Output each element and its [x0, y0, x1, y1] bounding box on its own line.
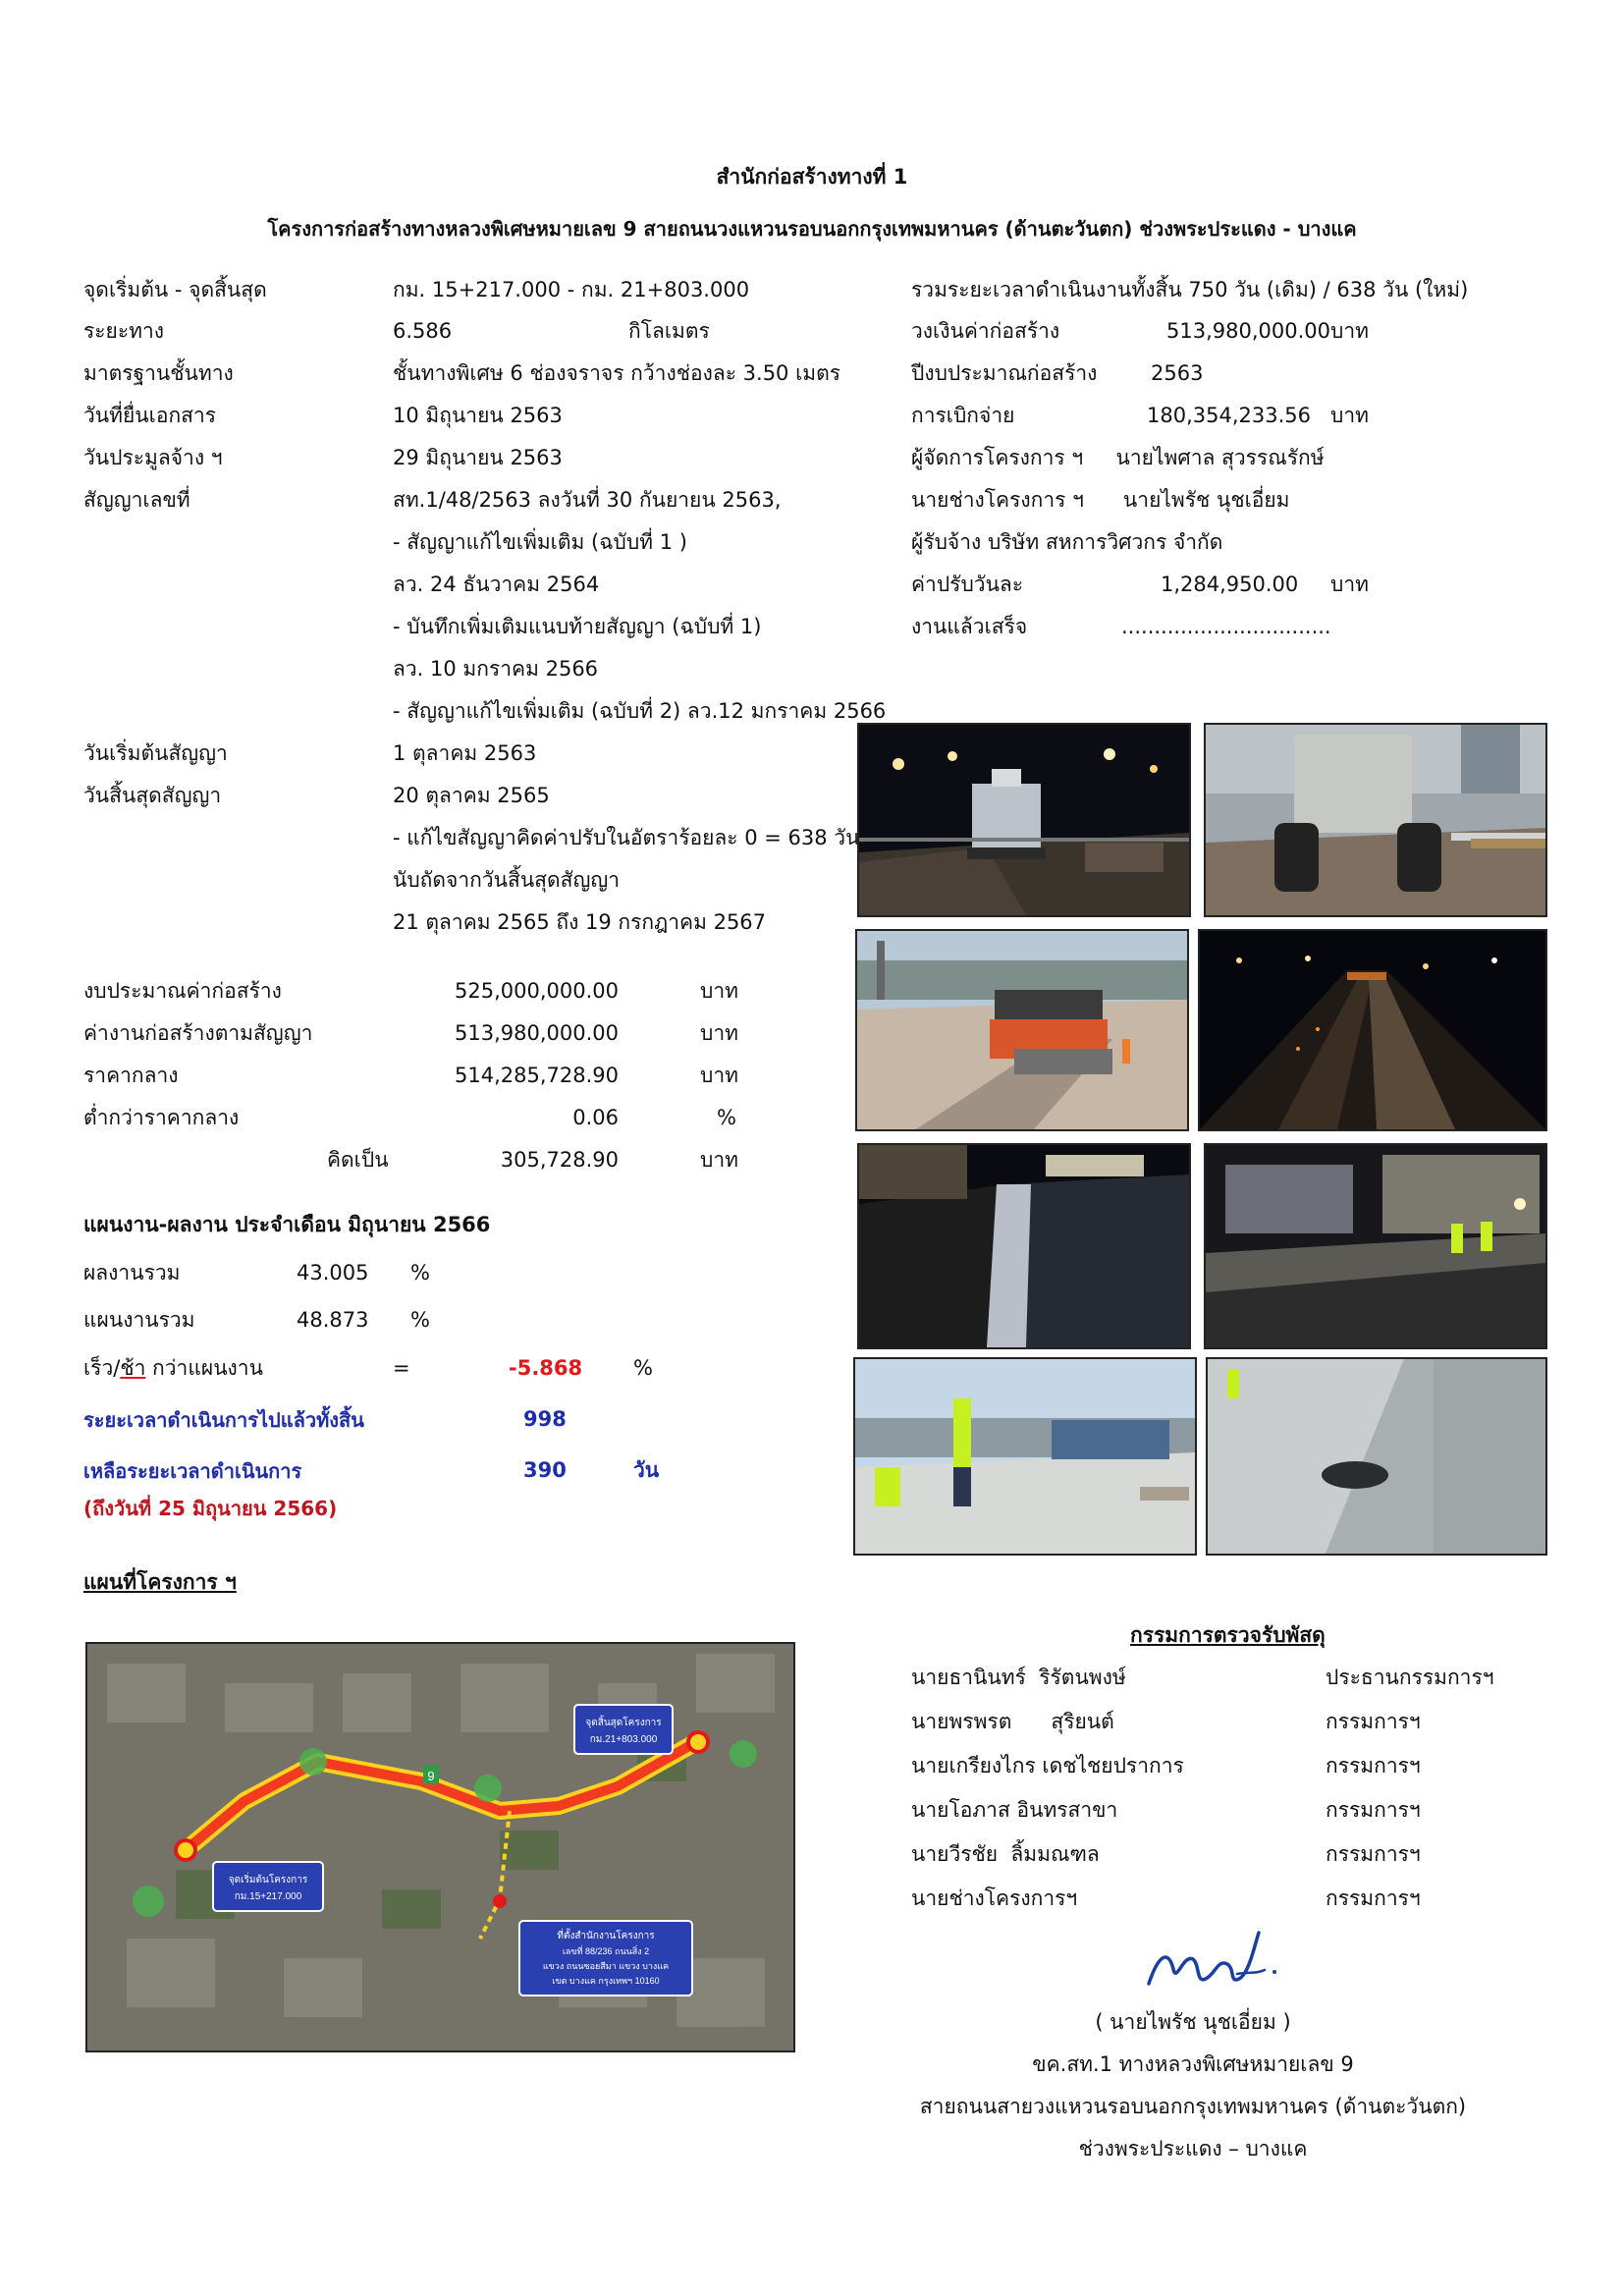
contract-start-label: วันเริ่มต้นสัญญา [83, 741, 228, 765]
remain-unit: วัน [633, 1458, 660, 1482]
committee-member-role: กรรมการฯ [1326, 1842, 1421, 1866]
engineer-text: นายช่างโครงการ ฯ นายไพรัช นุชเอี่ยม [911, 488, 1290, 512]
budget-row-value: 525,000,000.00 [455, 979, 619, 1003]
signer-title-2: สายถนนสายวงแหวนรอบนอกกรุงเทพมหานคร (ด้านตะวันตก) [919, 2095, 1467, 2118]
as-of-date: (ถึงวันที่ 25 มิถุนายน 2566) [83, 1497, 338, 1520]
contract-line: - สัญญาแก้ไขเพิ่มเติม (ฉบับที่ 2) ลว.12 มกราคม 2566 [393, 699, 887, 723]
committee-member-name: นายธานินทร์ ริรัตนพงษ์ [911, 1666, 1126, 1689]
night-milling-photo [857, 723, 1191, 917]
committee-member-name: นายพรพรต สุริยนต์ [911, 1710, 1114, 1733]
budget-row-unit: บาท [700, 1021, 738, 1045]
project-title: โครงการก่อสร้างทางหลวงพิเศษหมายเลข 9 สายถนนวงแหวนรอบนอกกรุงเทพมหานคร (ด้านตะวันตก) ช่วงพระประแดง - บางแค [267, 217, 1357, 241]
contractor-text: ผู้รับจ้าง บริษัท สหการวิศวกร จำกัด [911, 530, 1223, 554]
standard-label: มาตรฐานชั้นทาง [83, 361, 234, 385]
map-heading: แผนที่โครงการ ฯ [83, 1570, 237, 1594]
committee-member-name: นายช่างโครงการฯ [911, 1886, 1078, 1910]
budget-row-label: งบประมาณค่าก่อสร้าง [83, 979, 282, 1003]
office-box-line: เขต บางแค กรุงเทพฯ 10160 [552, 1976, 660, 1986]
committee-member-name: นายวีรชัย ลิ้มมณฑล [911, 1842, 1100, 1866]
budget-row-label: ค่างานก่อสร้างตามสัญญา [83, 1021, 313, 1045]
contract-end-value: 20 ตุลาคม 2565 [393, 784, 550, 807]
progress-title: แผนงาน-ผลงาน ประจำเดือน มิถุนายน 2566 [83, 1213, 491, 1236]
end-box-line: จุดสิ้นสุดโครงการ [585, 1718, 662, 1728]
office-box-line: เลขที่ 88/236 ถนนสิ่ง 2 [562, 1946, 650, 1956]
committee-member-role: กรรมการฯ [1326, 1754, 1421, 1777]
plan-value: 48.873 [297, 1308, 369, 1332]
distance-value: 6.586 [393, 319, 453, 343]
amend-line: 21 ตุลาคม 2565 ถึง 19 กรกฎาคม 2567 [393, 910, 767, 934]
contract-line: ลว. 10 มกราคม 2566 [393, 657, 599, 681]
committee-member-role: กรรมการฯ [1326, 1798, 1421, 1822]
plan-label: แผนงานรวม [83, 1308, 195, 1332]
submit-value: 10 มิถุนายน 2563 [393, 404, 563, 427]
milling-machine-photo [1204, 723, 1547, 917]
distance-label: ระยะทาง [83, 319, 165, 343]
fine-value: 1,284,950.00 [1161, 573, 1299, 596]
committee-member-name: นายเกรียงไกร เดชไชยปราการ [911, 1754, 1184, 1777]
budget-row-unit: % [717, 1106, 736, 1129]
night-curb-photo [857, 1143, 1191, 1349]
committee-title: กรรมการตรวจรับพัสดุ [1130, 1623, 1326, 1647]
equiv-value: 305,728.90 [500, 1148, 619, 1172]
diff-label-fast: เร็ว/ [83, 1356, 121, 1380]
committee-member-role: กรรมการฯ [1326, 1886, 1421, 1910]
signer-title-1: ขค.สท.1 ทางหลวงพิเศษหมายเลข 9 [1032, 2052, 1354, 2076]
contract-line: - สัญญาแก้ไขเพิ่มเติม (ฉบับที่ 1 ) [393, 530, 687, 554]
fine-unit: บาท [1330, 573, 1369, 596]
committee-member-name: นายโอภาส อินทรสาขา [911, 1798, 1118, 1822]
diff-value: -5.868 [509, 1356, 583, 1380]
fine-label: ค่าปรับวันละ [911, 573, 1024, 596]
remain-label: เหลือระยะเวลาดำเนินการ [83, 1459, 302, 1483]
submit-label: วันที่ยื่นเอกสาร [83, 404, 217, 427]
bid-label: วันประมูลจ้าง ฯ [83, 446, 223, 469]
budget-unit: บาท [1330, 319, 1369, 343]
done-label: งานแล้วเสร็จ [911, 615, 1028, 638]
contract-label: สัญญาเลขที่ [83, 488, 190, 512]
equiv-label: คิดเป็น [327, 1148, 389, 1172]
budget-row-value: 514,285,728.90 [455, 1064, 619, 1087]
disburse-value: 180,354,233.56 [1147, 404, 1311, 427]
bid-value: 29 มิถุนายน 2563 [393, 446, 563, 469]
budget-row-label: ราคากลาง [83, 1064, 179, 1087]
start-box-line: กม.15+217.000 [234, 1891, 302, 1902]
start-end-value: กม. 15+217.000 - กม. 21+803.000 [393, 278, 750, 301]
actual-percent: % [410, 1261, 430, 1285]
budget-row-label: ต่ำกว่าราคากลาง [83, 1106, 240, 1129]
night-construction-photo [1204, 1143, 1547, 1349]
diff-label-rest: กว่าแผนงาน [145, 1356, 263, 1380]
budget-row-value: 513,980,000.00 [455, 1021, 619, 1045]
disburse-label: การเบิกจ่าย [911, 404, 1015, 427]
office-box-line: ที่ตั้งสำนักงานโครงการ [557, 1931, 655, 1941]
budget-label: วงเงินค่าก่อสร้าง [911, 319, 1060, 343]
amend-line: นับถัดจากวันสิ้นสุดสัญญา [393, 868, 621, 892]
amend-line: - แก้ไขสัญญาคิดค่าปรับในอัตราร้อยละ 0 = 638 วัน [393, 826, 860, 849]
budget-row-value: 0.06 [572, 1106, 619, 1129]
fiscal-label: ปีงบประมาณก่อสร้าง [911, 361, 1098, 385]
contract-line: - บันทึกเพิ่มเติมแนบท้ายสัญญา (ฉบับที่ 1) [393, 615, 762, 638]
standard-value: ชั้นทางพิเศษ 6 ช่องจราจร กว้างช่องละ 3.50 เมตร [393, 361, 841, 385]
drain-cover-photo [1206, 1357, 1547, 1556]
remain-value: 390 [523, 1458, 567, 1482]
diff-label [83, 1353, 263, 1383]
budget-row-unit: บาท [700, 979, 738, 1003]
fiscal-value: 2563 [1151, 361, 1204, 385]
disburse-unit: บาท [1330, 404, 1369, 427]
diff-label-slow: ช้า [120, 1356, 146, 1380]
diff-percent: % [633, 1356, 653, 1380]
equiv-unit: บาท [700, 1148, 738, 1172]
handwritten-signature [1139, 1925, 1286, 2003]
contract-line: ลว. 24 ธันวาคม 2564 [393, 573, 600, 596]
route-shield: 9 [427, 1769, 435, 1783]
contract-end-label: วันสิ้นสุดสัญญา [83, 784, 222, 807]
actual-value: 43.005 [297, 1261, 369, 1285]
road-roller-photo [855, 929, 1189, 1131]
signer-title-3: ช่วงพระประแดง – บางแค [1078, 2137, 1308, 2160]
manager-text: ผู้จัดการโครงการ ฯ นายไพศาล สุวรรณรักษ์ [911, 446, 1325, 469]
start-box-line: จุดเริ่มต้นโครงการ [228, 1875, 308, 1886]
distance-unit: กิโลเมตร [628, 319, 710, 343]
done-value: ................................ [1121, 615, 1331, 638]
budget-row-unit: บาท [700, 1064, 738, 1087]
committee-member-role: กรรมการฯ [1326, 1710, 1421, 1733]
committee-member-role: ประธานกรรมการฯ [1326, 1666, 1494, 1689]
contract-line: สท.1/48/2563 ลงวันที่ 30 กันยายน 2563, [393, 488, 782, 512]
duration-text: รวมระยะเวลาดำเนินงานทั้งสิ้น 750 วัน (เดิม) / 638 วัน (ใหม่) [911, 278, 1469, 301]
start-end-label: จุดเริ่มต้น - จุดสิ้นสุด [83, 278, 267, 301]
workers-concrete-photo [853, 1357, 1197, 1556]
signer-name: ( นายไพรัช นุชเอี่ยม ) [1095, 2010, 1291, 2034]
elapsed-label: ระยะเวลาดำเนินการไปแล้วทั้งสิ้น [83, 1408, 364, 1432]
contract-start-value: 1 ตุลาคม 2563 [393, 741, 537, 765]
project-map[interactable] [85, 1642, 795, 2052]
plan-percent: % [410, 1308, 430, 1332]
actual-label: ผลงานรวม [83, 1261, 181, 1285]
end-box-line: กม.21+803.000 [589, 1734, 658, 1745]
night-highway-photo [1198, 929, 1547, 1131]
elapsed-value: 998 [523, 1407, 567, 1431]
office-title: สำนักก่อสร้างทางที่ 1 [716, 165, 908, 189]
office-box-line: แขวง ถนนซอยสีมา แขวง บางแค [542, 1961, 670, 1971]
budget-value: 513,980,000.00 [1166, 319, 1330, 343]
diff-equals: = [393, 1356, 410, 1380]
